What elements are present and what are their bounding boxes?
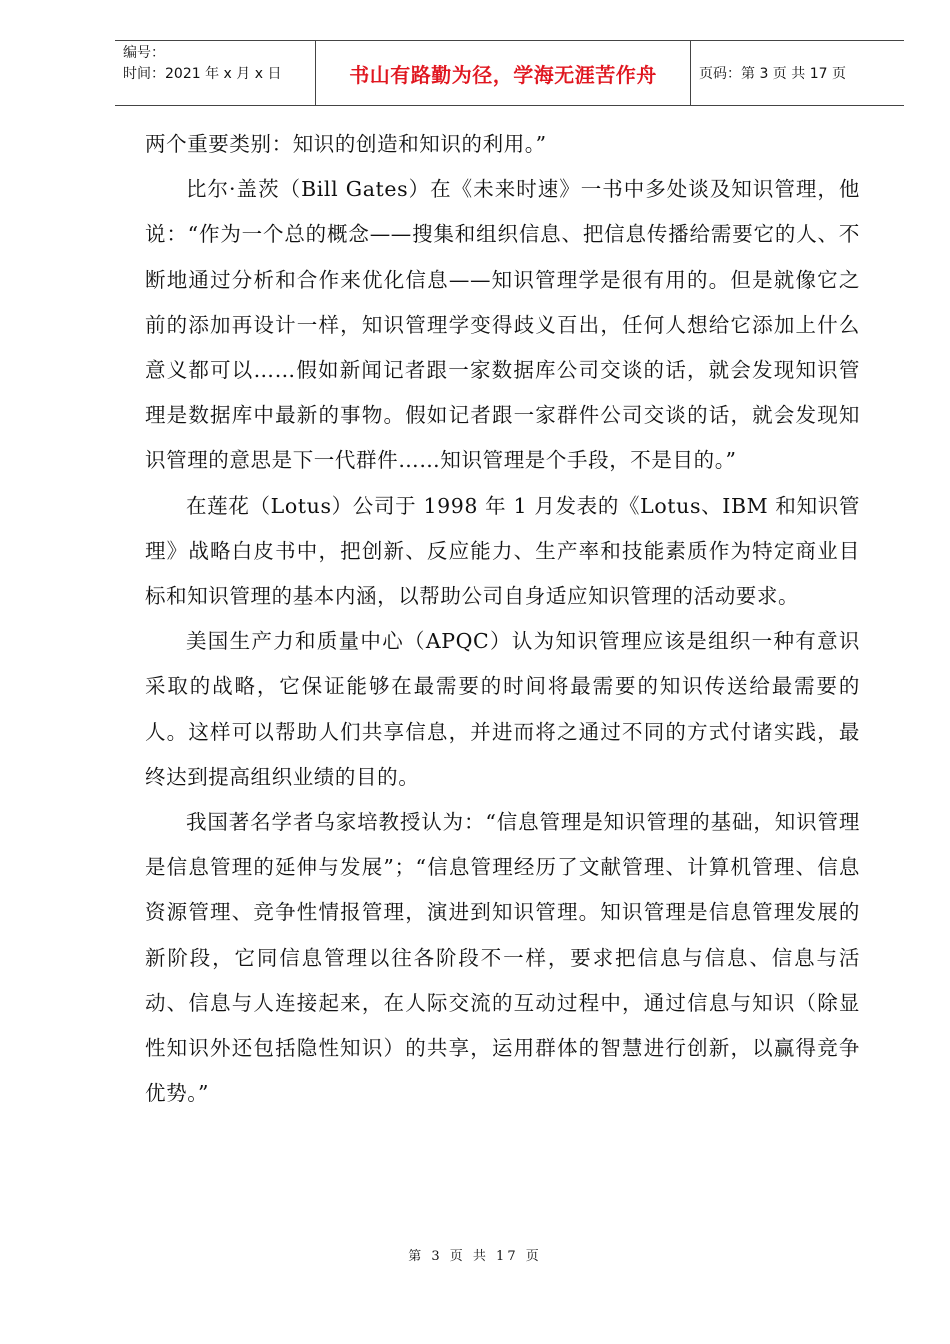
document-time-label: 时间：2021 年 x 月 x 日: [123, 66, 282, 82]
header-page-cell: [691, 41, 904, 105]
header-meta: [115, 41, 316, 105]
page-header: [115, 40, 904, 106]
document-number-label: 编号：: [123, 45, 165, 61]
header-page-info: 页码：第 3 页 共 17 页: [699, 66, 846, 82]
paragraph-lotus: 在莲花（Lotus）公司于 1998 年 1 月发表的《Lotus、IBM 和知识管理》战略白皮书中，把创新、反应能力、生产率和技能素质作为特定商业目标和知识管理的基本内涵，以帮助公司自身适应知识管理的活动要求。: [145, 493, 860, 609]
paragraph-apqc: 美国生产力和质量中心（APQC）认为知识管理应该是组织一种有意识采取的战略，它保证能够在最需要的时间将最需要的知识传送给最需要的人。这样可以帮助人们共享信息，并进而将之通过不同的方式付诸实践，最终达到提高组织业绩的目的。: [145, 629, 860, 789]
paragraph-bill-gates: 比尔·盖茨（Bill Gates）在《未来时速》一书中多处谈及知识管理，他说：“作为一个总的概念——搜集和组织信息、把信息传播给需要它的人、不断地通过分析和合作来优化信息——知识管理学是很有用的。但是就像它之前的添加再设计一样，知识管理学变得歧义百出，任何人想给它添加上什么意义都可以……假如新闻记者跟一家数据库公司交谈的话，就会发现知识管理是数据库中最新的事物。假如记者跟一家群件公司交谈的话，就会发现知识管理的意思是下一代群件……知识管理是个手段，不是目的。”: [145, 177, 860, 473]
header-motto: 书山有路勤为径，学海无涯苦作舟: [349, 62, 657, 87]
header-motto-cell: [316, 41, 691, 105]
document-body: [145, 122, 860, 1116]
paragraph-wu-jiapei: 我国著名学者乌家培教授认为：“信息管理是知识管理的基础，知识管理是信息管理的延伸与发展”；“信息管理经历了文献管理、计算机管理、信息资源管理、竞争性情报管理，演进到知识管理。知识管理是信息管理发展的新阶段，它同信息管理以往各阶段不一样，要求把信息与信息、信息与活动、信息与人连接起来，在人际交流的互动过程中，通过信息与知识（除显性知识外还包括隐性知识）的共享，运用群体的智慧进行创新，以赢得竞争优势。”: [145, 810, 860, 1106]
paragraph-continuation: 两个重要类别：知识的创造和知识的利用。”: [145, 132, 547, 156]
page-footer: 第 3 页 共 17 页: [408, 1249, 542, 1264]
